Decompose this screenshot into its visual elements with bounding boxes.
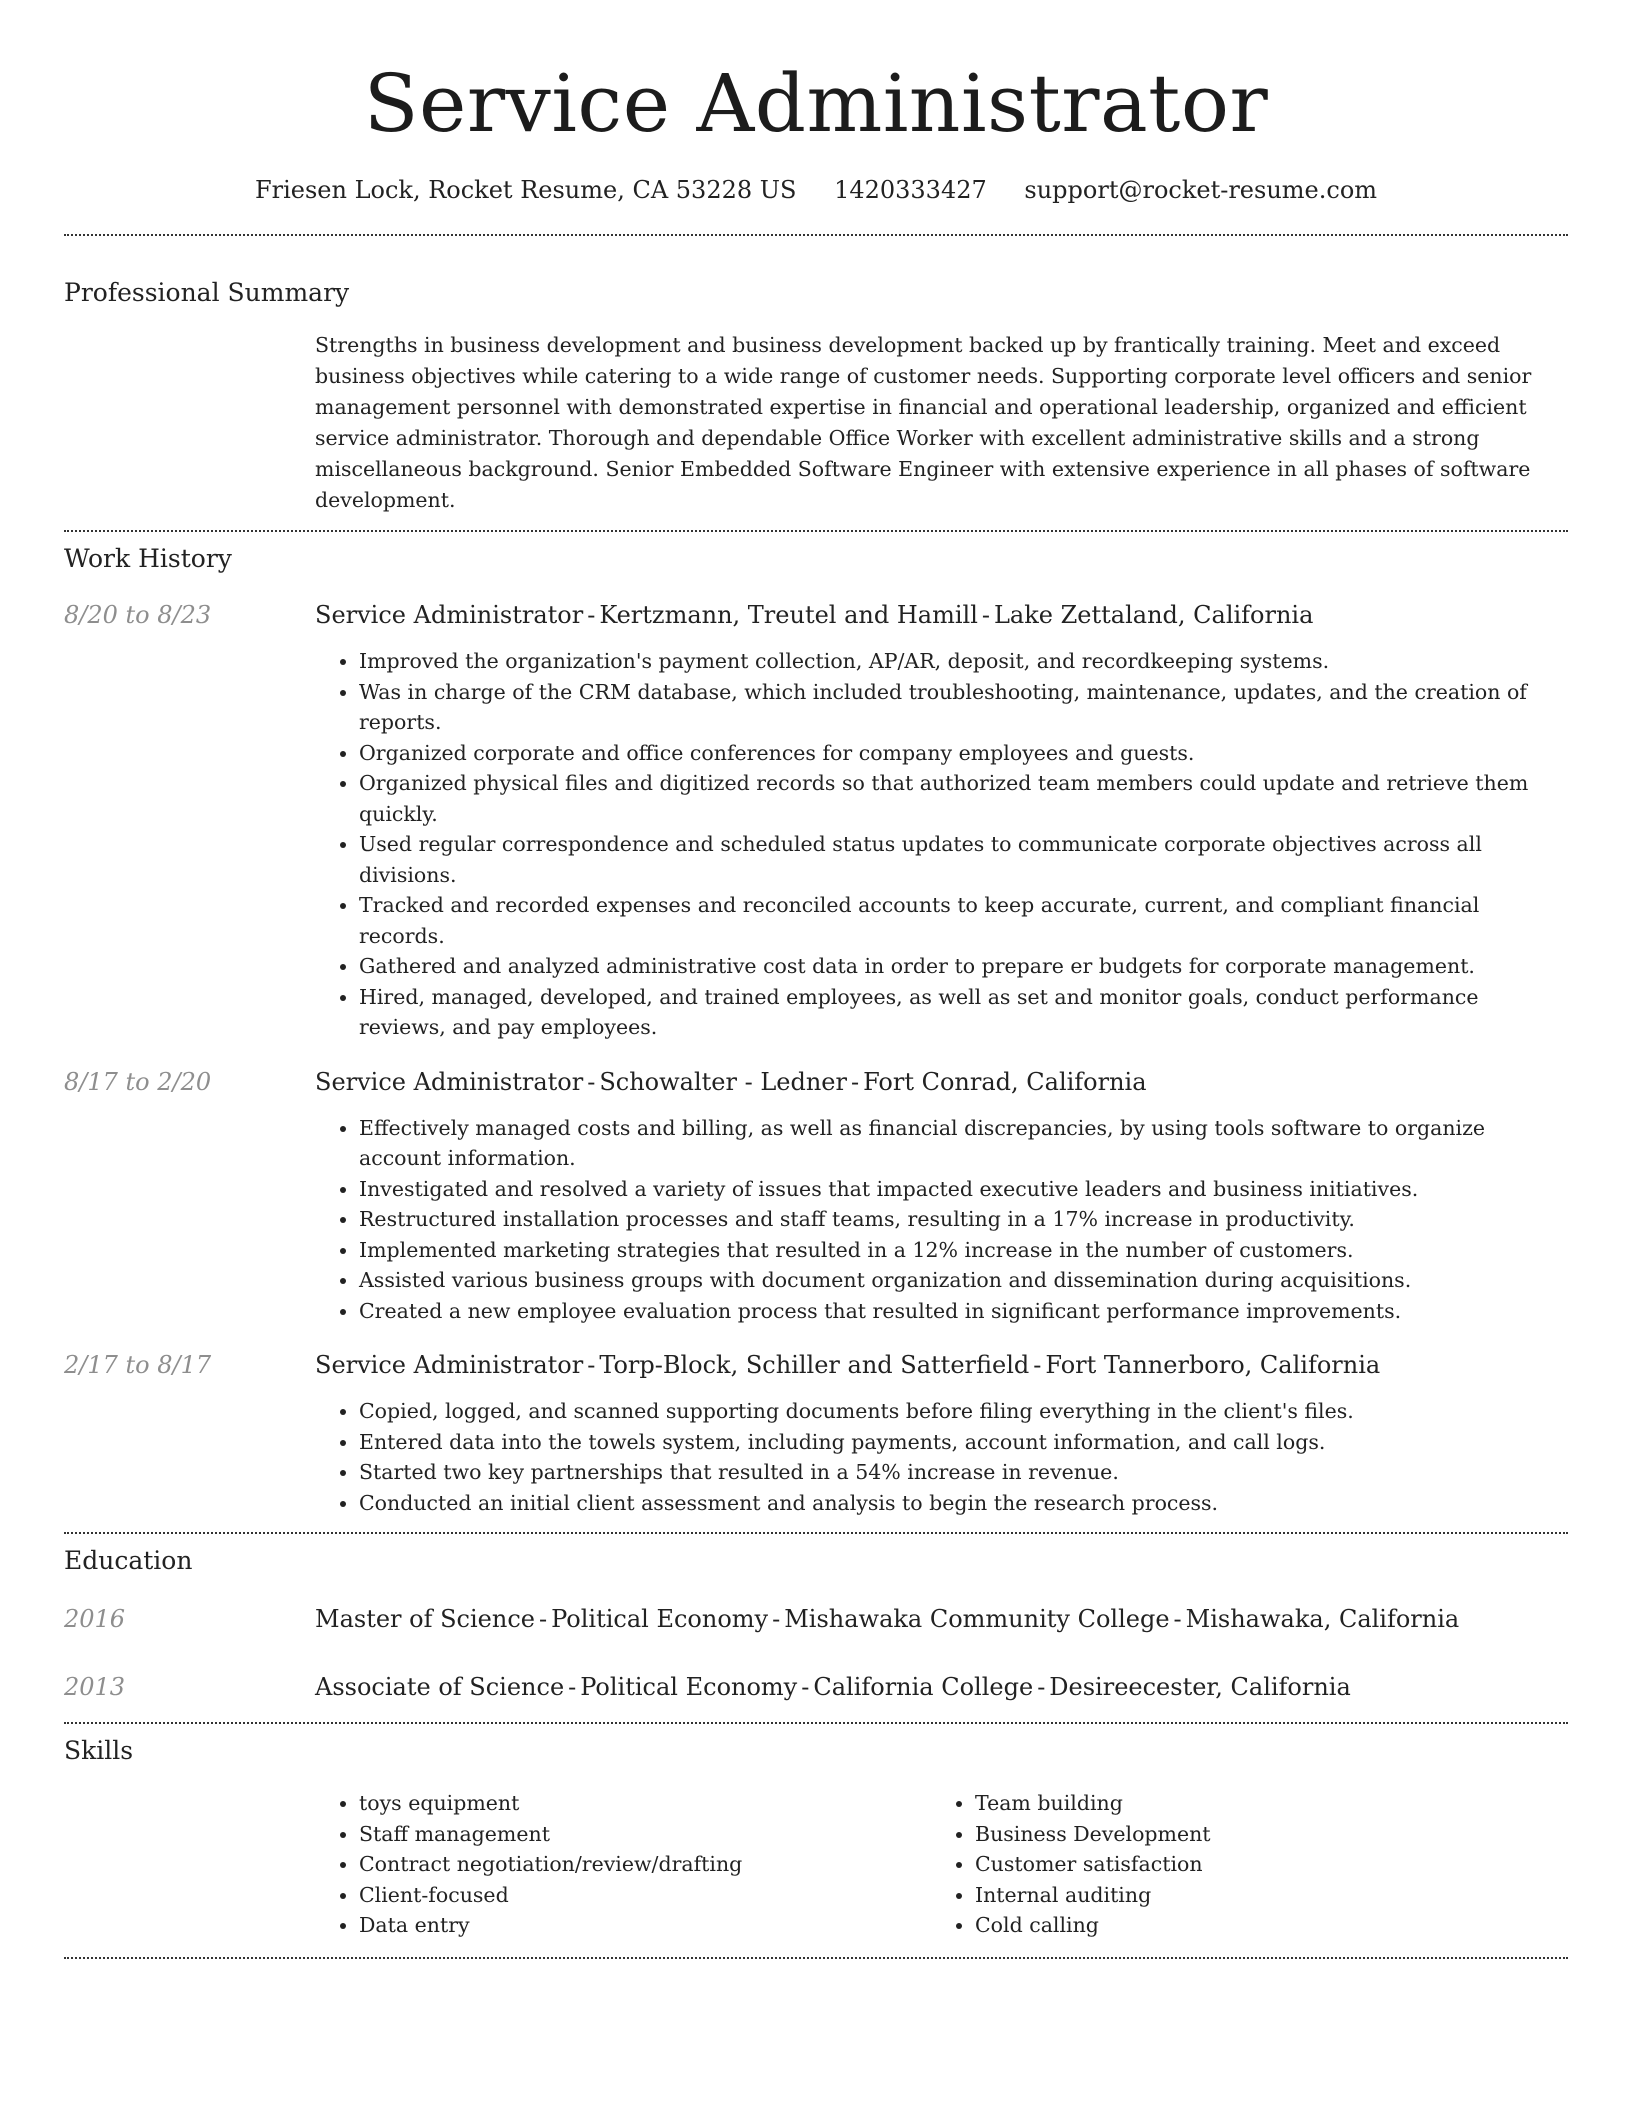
skill-item: • Business Development bbox=[975, 1819, 1547, 1850]
list-item: • Used regular correspondence and scheduled status updates to communicate corporate objectives across all divisions. bbox=[359, 829, 1568, 890]
job-company: Torp-Block, Schiller and Satterfield bbox=[599, 1351, 1030, 1379]
divider bbox=[64, 1957, 1568, 1959]
education-location: Mishawaka, California bbox=[1185, 1605, 1460, 1633]
skills-list bbox=[315, 1788, 1568, 1941]
job-bullets bbox=[315, 1396, 1568, 1518]
list-item: • Tracked and recorded expenses and reconciled accounts to keep accurate, current, and compliant financial records. bbox=[359, 890, 1568, 951]
separator: - bbox=[587, 1351, 596, 1379]
job-location: Fort Tannerboro, California bbox=[1045, 1351, 1381, 1379]
list-item: • Copied, logged, and scanned supporting documents before filing everything in the client's files. bbox=[359, 1396, 1568, 1427]
job-entry bbox=[64, 1065, 1568, 1327]
separator: - bbox=[981, 601, 990, 629]
summary-text: Strengths in business development and business development backed up by frantically training. Meet and exceed business objectives while catering to a wide range of customer needs. Supporting corporate level officers and senior management personnel with demonstrated expertise in financial and operational leadership, organized and efficient service administrator. Thorough and dependable Office Worker with excellent administrative skills and a strong miscellaneous background. Senior Embedded Software Engineer with extensive experience in all phases of software development. bbox=[315, 333, 1532, 512]
education-school: Mishawaka Community College bbox=[784, 1605, 1170, 1633]
skills-heading: Skills bbox=[64, 1736, 134, 1765]
list-item: • Started two key partnerships that resulted in a 54% increase in revenue. bbox=[359, 1457, 1568, 1488]
skill-item: • Client-focused bbox=[359, 1880, 931, 1911]
job-title-line bbox=[315, 1348, 1568, 1382]
education-line bbox=[315, 1602, 1568, 1636]
list-item: • Implemented marketing strategies that resulted in a 12% increase in the number of customers. bbox=[359, 1235, 1568, 1266]
list-item: • Organized corporate and office conferences for company employees and guests. bbox=[359, 738, 1568, 769]
separator: - bbox=[1033, 1351, 1042, 1379]
divider bbox=[64, 1532, 1568, 1534]
separator: - bbox=[850, 1067, 860, 1096]
job-company: Schowalter - Ledner bbox=[599, 1067, 847, 1096]
job-dates: 8/20 to 8/23 bbox=[64, 601, 212, 629]
separator: - bbox=[538, 1605, 548, 1633]
skills-column-left bbox=[315, 1788, 931, 1941]
work-history-heading: Work History bbox=[64, 544, 232, 573]
skill-item: • Cold calling bbox=[975, 1910, 1547, 1941]
education-field: Political Economy bbox=[580, 1673, 798, 1701]
skill-item: • Team building bbox=[975, 1788, 1547, 1819]
skill-item: • Staff management bbox=[359, 1819, 931, 1850]
contact-phone: 1420333427 bbox=[834, 176, 987, 204]
list-item: • Effectively managed costs and billing, as well as financial discrepancies, by using tools software to organize account information. bbox=[359, 1113, 1568, 1174]
list-item: • Assisted various business groups with document organization and dissemination during acquisitions. bbox=[359, 1265, 1568, 1296]
resume-name: Service Administrator bbox=[363, 57, 1269, 150]
job-entry bbox=[64, 1348, 1568, 1518]
separator: - bbox=[1037, 1673, 1046, 1701]
list-item: • Organized physical files and digitized records so that authorized team members could update and retrieve them quickly. bbox=[359, 768, 1568, 829]
skill-item: • Customer satisfaction bbox=[975, 1849, 1547, 1880]
job-location: Lake Zettaland, California bbox=[993, 601, 1314, 629]
education-degree: Associate of Science bbox=[315, 1673, 565, 1701]
job-location: Fort Conrad, California bbox=[863, 1067, 1147, 1096]
divider bbox=[64, 530, 1568, 532]
list-item: • Hired, managed, developed, and trained employees, as well as set and monitor goals, conduct performance reviews, and pay employees. bbox=[359, 982, 1568, 1043]
job-entry bbox=[64, 598, 1568, 1043]
job-dates: 8/17 to 2/20 bbox=[64, 1067, 212, 1096]
resume-page bbox=[64, 0, 1568, 1959]
job-role: Service Administrator bbox=[315, 1351, 584, 1379]
list-item: • Created a new employee evaluation process that resulted in significant performance improvements. bbox=[359, 1296, 1568, 1327]
list-item: • Restructured installation processes and staff teams, resulting in a 17% increase in productivity. bbox=[359, 1204, 1568, 1235]
education-year: 2016 bbox=[64, 1605, 126, 1633]
list-item: • Was in charge of the CRM database, which included troubleshooting, maintenance, updates, and the creation of reports. bbox=[359, 677, 1568, 738]
job-title-line bbox=[315, 598, 1568, 632]
separator: - bbox=[772, 1605, 781, 1633]
skill-item: • Data entry bbox=[359, 1910, 931, 1941]
job-role: Service Administrator bbox=[315, 601, 584, 629]
list-item: • Conducted an initial client assessment and analysis to begin the research process. bbox=[359, 1488, 1568, 1519]
contact-email: support@rocket-resume.com bbox=[1024, 176, 1378, 204]
list-item: • Improved the organization's payment collection, AP/AR, deposit, and recordkeeping systems. bbox=[359, 646, 1568, 677]
education-heading: Education bbox=[64, 1546, 193, 1575]
skill-item: • Contract negotiation/review/drafting bbox=[359, 1849, 931, 1880]
divider bbox=[64, 234, 1568, 236]
job-dates: 2/17 to 8/17 bbox=[64, 1351, 212, 1379]
job-bullets bbox=[315, 646, 1568, 1043]
job-company: Kertzmann, Treutel and Hamill bbox=[599, 601, 978, 629]
contact-address: Friesen Lock, Rocket Resume, CA 53228 US bbox=[254, 176, 797, 204]
education-degree: Master of Science bbox=[315, 1605, 535, 1633]
separator: - bbox=[801, 1673, 810, 1701]
education-entry bbox=[64, 1602, 1568, 1636]
skill-item: • Internal auditing bbox=[975, 1880, 1547, 1911]
list-item: • Entered data into the towels system, including payments, account information, and call logs. bbox=[359, 1427, 1568, 1458]
education-line bbox=[315, 1670, 1568, 1704]
education-school: California College bbox=[813, 1673, 1034, 1701]
contact-line bbox=[64, 172, 1568, 208]
separator: - bbox=[1173, 1605, 1182, 1633]
summary-heading: Professional Summary bbox=[64, 278, 350, 307]
job-bullets bbox=[315, 1113, 1568, 1327]
divider bbox=[64, 1722, 1568, 1724]
separator: - bbox=[587, 601, 596, 629]
list-item: • Investigated and resolved a variety of issues that impacted executive leaders and business initiatives. bbox=[359, 1174, 1568, 1205]
education-year: 2013 bbox=[64, 1673, 126, 1701]
education-field: Political Economy bbox=[551, 1605, 769, 1633]
job-role: Service Administrator bbox=[315, 1067, 584, 1096]
skills-column-right bbox=[931, 1788, 1547, 1941]
separator: - bbox=[587, 1067, 596, 1096]
separator: - bbox=[568, 1673, 577, 1701]
list-item: • Gathered and analyzed administrative cost data in order to prepare er budgets for corporate management. bbox=[359, 951, 1568, 982]
skill-item: • toys equipment bbox=[359, 1788, 931, 1819]
education-location: Desireecester, California bbox=[1049, 1673, 1351, 1701]
education-entry bbox=[64, 1670, 1568, 1704]
job-title-line bbox=[315, 1065, 1568, 1099]
